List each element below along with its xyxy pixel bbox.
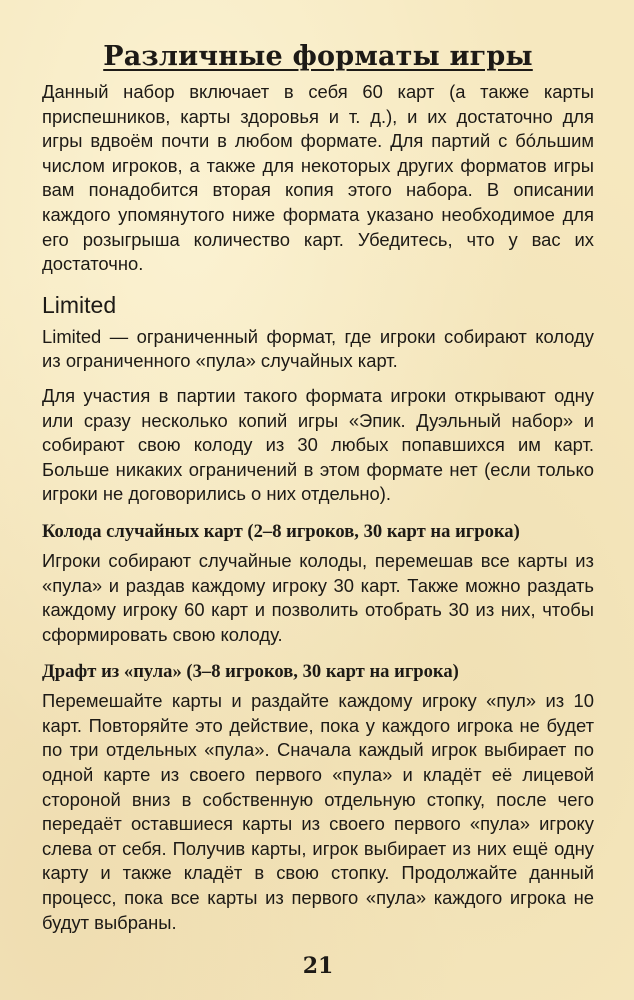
section-heading-limited: Limited (42, 291, 117, 318)
random-deck-paragraph: Игроки собирают случайные колоды, перемешав все карты из «пула» и раздав каждому игроку 30 карт. Также можно раздать каждому игроку 60 карт и позволить отобрать 30 из них, чтобы сформировать свою колоду. (42, 549, 594, 645)
page-title: Различные форматы игры (103, 41, 533, 72)
pool-draft-paragraph: Перемешайте карты и раздайте каждому игроку «пул» из 10 карт. Повторяйте это действие, пока у каждого игрока не будет по три отдельных «пула». Сначала каждый игрок выбирает по одной карте из своего первого «пула» и кладёт её лицевой стороной вниз в собственную отдельную стопку, после чего передаёт оставшиеся карты из своего первого «пула» игроку слева от себя. Получив карты, игрок выбирает из них ещё одну карту и также кладёт в свою стопку. Продолжайте данный процесс, пока все карты из первого «пула» каждого игрока не будут выбраны. (42, 690, 594, 933)
intro-paragraph: Данный набор включает в себя 60 карт (а также карты приспешников, карты здоровья и т. д.), и их достаточно для игры вдвоём почти в любом формате. Для партий с бóльшим числом игроков, а также для некоторых других форматов игры вам понадобится вторая копия этого набора. В описании каждого упомянутого ниже формата указано необходимое для его розыгрыша количество карт. Убедитесь, что у вас их достаточно. (42, 81, 594, 275)
random-deck-heading: Колода случайных карт (2–8 игроков, 30 карт на игрока) (42, 520, 520, 542)
pool-draft-heading: Драфт из «пула» (3–8 игроков, 30 карт на игрока) (42, 661, 459, 683)
limited-description-paragraph: Limited — ограниченный формат, где игроки собирают колоду из ограниченного «пула» случайных карт. (42, 325, 594, 372)
rulebook-page (42, 0, 594, 1000)
page-number: 21 (302, 953, 334, 979)
limited-rules-paragraph: Для участия в партии такого формата игроки открывают одну или сразу несколько копий игры «Эпик. Дуэльный набор» и собирают свою колоду из 30 любых попавшихся им карт. Больше никаких ограничений в этом формате нет (если только игроки не договорились о них отдельно). (42, 384, 594, 505)
